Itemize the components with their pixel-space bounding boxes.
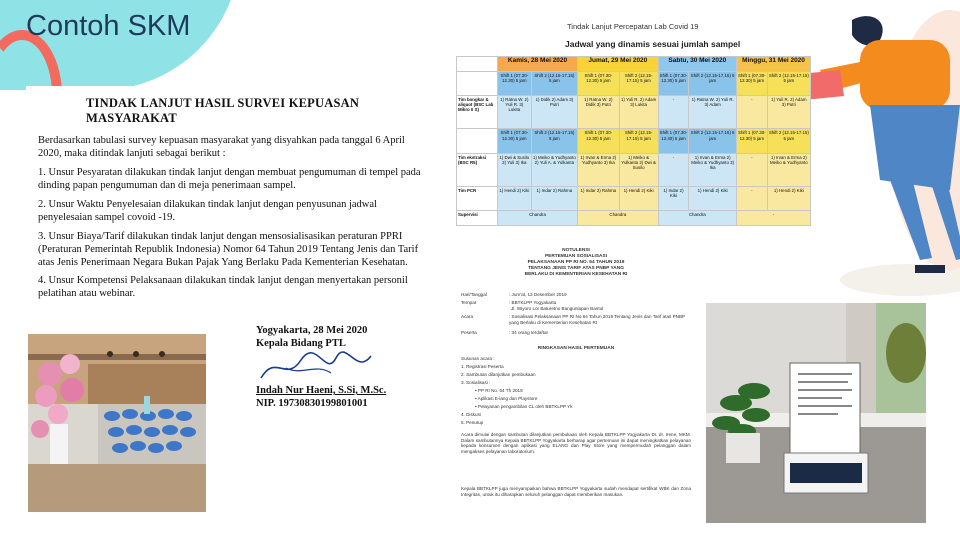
minutes-title: PELAKSANAAN PP RI NO. 64 TAHUN 2019 bbox=[527, 260, 625, 265]
table-cell: - bbox=[658, 95, 689, 129]
table-cell: 1) Hendi 2) Kiki bbox=[619, 187, 658, 211]
table-cell: 1) Ratna W. 2) Didik 3) Putri bbox=[578, 95, 620, 129]
table-row bbox=[457, 129, 811, 153]
shift-header: Shift 1 (07.30-12.30) 5 jam bbox=[578, 129, 620, 153]
minutes-title: BERLAKU DI KEMENTERIAN KESEHATAN RI bbox=[524, 272, 628, 277]
agenda-item: 2. Sambutan dilanjutkan pembukaan bbox=[461, 372, 536, 377]
field-value: : 34 orang terdaftar bbox=[509, 330, 549, 335]
signature-scribble bbox=[256, 348, 376, 388]
table-cell: 1) Hendi 2) Kiki bbox=[689, 187, 737, 211]
meeting-minutes-document bbox=[453, 242, 699, 524]
table-cell: 1) Ratna W. 2) Yuli R. 3) Lukita bbox=[498, 95, 532, 129]
shift-header: Shift 2 (12.15-17.15) 5 jam bbox=[619, 71, 658, 95]
day-header: Jumat, 29 Mei 2020 bbox=[578, 57, 659, 72]
shift-header: Shift 1 (07.30-12.30) 5 jam bbox=[658, 129, 689, 153]
table-row bbox=[457, 211, 811, 226]
field-value: : Jum'at, 13 Desember 2019 bbox=[509, 292, 567, 297]
field-label: Peserta bbox=[461, 330, 477, 335]
shift-header: Shift 2 (12.15-17.15) 5 jam bbox=[531, 129, 577, 153]
table-cell: 1) Yuli R. 2) Adam 3) Putri bbox=[767, 95, 810, 129]
field-label: Tempat bbox=[461, 300, 477, 305]
table-title: Tindak Lanjut Percepatan Lab Covid 19 bbox=[567, 22, 699, 31]
field-value: Jl. Wiyoro Lor Baturetno Banguntapan Bantul bbox=[511, 306, 604, 311]
shift-header: Shift 2 (12.15-17.15) 5 jam bbox=[689, 129, 737, 153]
field-label: Acara bbox=[461, 314, 474, 319]
table-cell: 1) Didik 2) Adam 3) Putri bbox=[531, 95, 577, 129]
table-cell: 1) Irvan & Erma 2) Meiko & Yudhyanto bbox=[767, 153, 810, 187]
shift-header: Shift 1 (07.30-12.30) 5 jam bbox=[658, 71, 689, 95]
minutes-title: NOTULENSI bbox=[562, 248, 590, 253]
minutes-title: PERTEMUAN SOSIALISASI bbox=[544, 254, 608, 259]
shift-header: Shift 1 (07.30-12.30) 5 jam bbox=[578, 71, 620, 95]
minutes-title: TENTANG JENIS TARIF ATAS PNBP YANG bbox=[528, 266, 624, 271]
sign-nip: NIP. 19730830199801001 bbox=[256, 398, 368, 409]
minutes-paragraph: Acara dimulai dengan sambutan dilanjutkan pembukaan oleh Kepala BBTKLPP Yogyakarta Dr. dr. Irene, MKM. Dalam sambutannya Kepala BBTKLPP Yogyakarta berharap agar pertemuan ini dapat meningkatkan pelayanan kepada konsumen dengan aplikasi yang ELANG dan Play Store yang mempermudah pelanggan dalam mengakses pelayanan laboratorium. bbox=[461, 432, 691, 454]
row-label: Tim ekstraksi (BSC R5) bbox=[457, 153, 498, 187]
document-title: TINDAK LANJUT HASIL SURVEI KEPUASAN MASYARAKAT bbox=[86, 96, 360, 125]
table-cell: 1) Hendi 2) Kiki bbox=[767, 187, 810, 211]
shift-header: Shift 2 (12.15-17.15) 5 jam bbox=[767, 71, 810, 95]
table-cell: - bbox=[737, 211, 811, 226]
minutes-section-title: RINGKASAN HASIL PERTEMUAN bbox=[537, 346, 615, 351]
table-cell: Chandra bbox=[578, 211, 659, 226]
schedule-table bbox=[456, 56, 811, 226]
doc-item-1: 1. Unsur Pesyaratan dilakukan tindak lanjut dengan membuat pengumuman di tempel pada dinding papan pengumuman dan di meja penerimaan sampel. bbox=[38, 167, 421, 191]
table-subtitle: Jadwal yang dinamis sesuai jumlah sampel bbox=[565, 39, 741, 49]
agenda-heading: Susunan acara : bbox=[461, 356, 495, 361]
agenda-item: 3. Sosialisasi : bbox=[461, 380, 491, 385]
table-cell: Chandra bbox=[498, 211, 578, 226]
sign-name: Indah Nur Haeni, S.Si, M.Sc. bbox=[256, 385, 387, 396]
field-label: Hari/Tanggal bbox=[461, 292, 487, 297]
table-row bbox=[457, 71, 811, 95]
table-cell: 1) Yuli R. 2) Adam 3) Lukita bbox=[619, 95, 658, 129]
table-cell: 1) Ratna W. 2) Yuli R. 3) Adam bbox=[689, 95, 737, 129]
field-value: : BBTKLPP Yogyakarta bbox=[509, 300, 557, 305]
day-header: Sabtu, 30 Mei 2020 bbox=[658, 57, 736, 72]
shift-header: Shift 2 (12.15-17.15) 5 jam bbox=[767, 129, 810, 153]
doc-item-3: 3. Unsur Biaya/Tarif dilakukan tindak lanjut dengan mensosialisasikan peraturan PPRI (Peraturan Pemerintah Republik Indonesia) Nomor 64 Tahun 2019 Tentang Jenis dan Tarif atas Jenis Penerimaan Negara Bukan Pajak Yang Berlaku Pada Kementerian Kesehatan. bbox=[38, 231, 419, 268]
agenda-item: 4. Diskusi bbox=[461, 412, 481, 417]
table-cell: 1) Hendi 2) Kiki bbox=[498, 187, 532, 211]
table-cell: 1) Indar 2) Rahma bbox=[531, 187, 577, 211]
sign-position: Kepala Bidang PTL bbox=[256, 338, 346, 349]
shift-header: Shift 1 (07.30-12.30) 5 jam bbox=[498, 129, 532, 153]
table-cell: 1) Dwi & Susilo 2) Yuli 3) Ika bbox=[498, 153, 532, 187]
table-cell: Chandra bbox=[658, 211, 736, 226]
doc-intro: Berdasarkan tabulasi survey kepuasan masyarakat yang disyahkan pada tanggal 6 April 2020, maka ditindak lanjuti sebagai berikut : bbox=[38, 135, 405, 159]
minutes-paragraph: Kepala BBTKLPP juga menyampaikan bahwa BBTKLPP Yogyakarta sudah mendapat sertifikat WBK dan Zona Integritas, untuk itu diharapkan seluruh pelanggan dapat memberikan masukan. bbox=[461, 486, 691, 497]
shift-header: Shift 1 (07.30-12.30) 5 jam bbox=[737, 129, 768, 153]
table-row bbox=[457, 187, 811, 211]
table-cell: - bbox=[658, 153, 689, 187]
slide-title: Contoh SKM bbox=[26, 10, 191, 42]
agenda-item: 5. Penutup bbox=[461, 420, 484, 425]
agenda-item: 1. Registrasi Peserta bbox=[461, 364, 504, 369]
agenda-subitem: • Aplikasi E-lang dan Playstore bbox=[475, 396, 538, 401]
shift-header: Shift 2 (12.15-17.15) 5 jam bbox=[531, 71, 577, 95]
table-cell: 1) Meiko & Yudhyanto 2) Yuli A. & Yulkanta bbox=[531, 153, 577, 187]
day-header: Kamis, 28 Mei 2020 bbox=[498, 57, 578, 72]
table-cell: - bbox=[737, 187, 768, 211]
day-header: Minggu, 31 Mei 2020 bbox=[737, 57, 811, 72]
shift-header: Shift 1 (07.30-12.30) 5 jam bbox=[498, 71, 532, 95]
doc-item-2: 2. Unsur Waktu Penyelesaian dilakukan tindak lanjut dengan penyusunan jadwal penyelesaian sampel covoid -19. bbox=[38, 199, 377, 223]
shift-header: Shift 1 (07.30-12.30) 5 jam bbox=[737, 71, 768, 95]
photo-service-desk-flowers bbox=[28, 334, 206, 512]
agenda-subitem: • PP RI No. 64 Th 2019 bbox=[475, 388, 523, 393]
table-cell: 1) Irvan & Erma 2) Yudhyanto 3) Ika bbox=[578, 153, 620, 187]
row-label: Tim PCR bbox=[457, 187, 498, 211]
table-cell: 1) Indar 2) Rahma bbox=[578, 187, 620, 211]
photo-reception-notice bbox=[706, 303, 926, 523]
shift-header: Shift 2 (12.15-17.15) 5 jam bbox=[689, 71, 737, 95]
field-value: : Sosialisasi Pelaksanaan PP RI No.64 Tahun 2019 Tentang Jenis dan Tarif atas PNBP yang Berlaku di Kementerian Kesehatan RI bbox=[509, 314, 686, 325]
table-cell: - bbox=[737, 153, 768, 187]
doc-item-4: 4. Unsur Kompetensi Pelaksanaan dilakukan tindak lanjut dengan menyertakan personil pelatihan atau webinar. bbox=[38, 275, 408, 299]
table-cell: 1) Indar 2) Kiki bbox=[658, 187, 689, 211]
table-cell: - bbox=[737, 95, 768, 129]
table-cell: 1) Irvan & Erma 2) Meiko & Yudhyanto 3) Ika bbox=[689, 153, 737, 187]
table-cell: 1) Meiko & Yulkanta 2) Dwi & Susilo bbox=[619, 153, 658, 187]
table-row bbox=[457, 95, 811, 129]
shift-header: Shift 2 (12.15-17.15) 5 jam bbox=[619, 129, 658, 153]
row-label: Tim bongkar & aliquot (BSC Lab Mikro II S) bbox=[457, 95, 498, 129]
table-row bbox=[457, 57, 811, 72]
row-label: Supervisi bbox=[457, 211, 498, 226]
agenda-subitem: • Pelayanan pengambilan CL oleh BBTKLPP Yk bbox=[475, 404, 573, 409]
sign-place-date: Yogyakarta, 28 Mei 2020 bbox=[256, 325, 368, 336]
table-row bbox=[457, 153, 811, 187]
